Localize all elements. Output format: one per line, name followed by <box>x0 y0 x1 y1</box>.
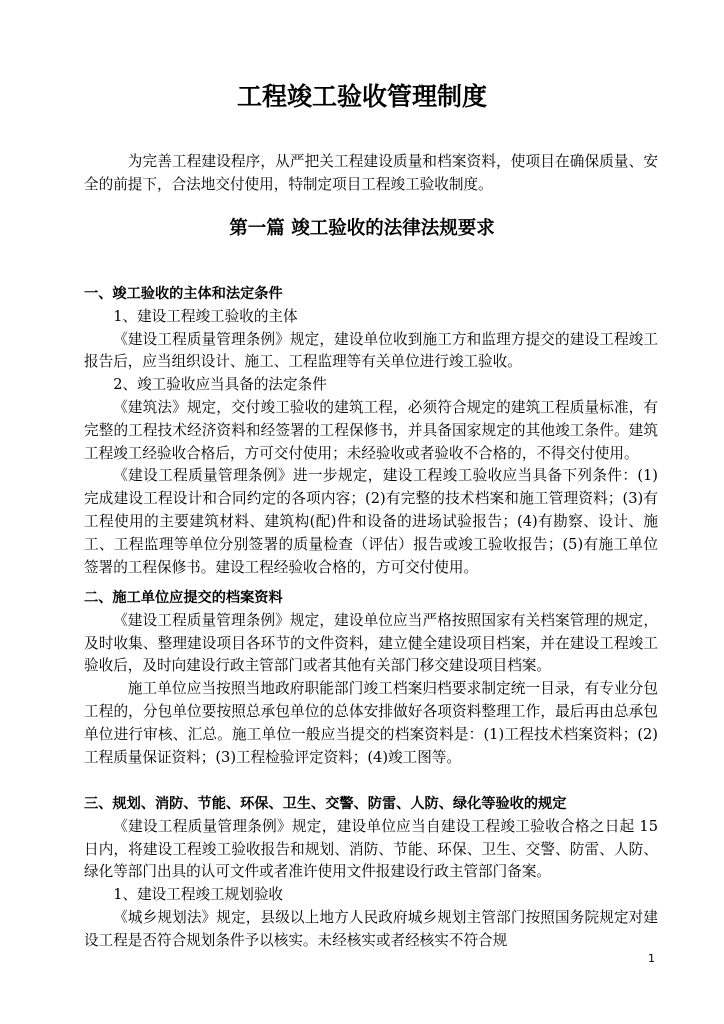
page-number: 1 <box>648 952 655 965</box>
section-3-heading: 三、规划、消防、节能、环保、卫生、交警、防雷、人防、绿化等验收的规定 <box>84 796 567 812</box>
section-1-heading: 一、竣工验收的主体和法定条件 <box>84 286 283 302</box>
section-3-paragraph-1: 《建设工程质量管理条例》规定，建设单位应当自建设工程竣工验收合格之日起 15 日内，将建设工程竣工验收报告和规划、消防、节能、环保、卫生、交警、防雷、人防、绿化等部门出具的认可文件或者准许使用文件报建设行政主管部门备案。 <box>84 817 658 881</box>
section-1 <box>84 283 658 579</box>
section-3-paragraph-2: 《城乡规划法》规定，县级以上地方人民政府城乡规划主管部门按照国务院规定对建设工程是否符合规划条件予以核实。未经核实或者经核实不符合规 <box>84 908 658 949</box>
section-3 <box>84 793 658 953</box>
section-2-paragraph-1: 《建设工程质量管理条例》规定，建设单位应当严格按照国家有关档案管理的规定，及时收集、整理建设项目各环节的文件资料，建立健全建设项目档案，并在建设工程竣工验收后，及时向建设行政主管部门或者其他有关部门移交建设项目档案。 <box>84 611 658 675</box>
section-3-subheading-1: 1、建设工程竣工规划验收 <box>113 886 284 904</box>
section-1-subheading-1: 1、建设工程竣工验收的主体 <box>113 307 298 325</box>
section-1-paragraph-2: 《建筑法》规定，交付竣工验收的建筑工程，必须符合规定的建筑工程质量标准，有完整的工程技术经济资料和经签署的工程保修书，并具备国家规定的其他竣工条件。建筑工程竣工经验收合格后，方可交付使用；未经验收或者验收不合格的，不得交付使用。 <box>84 398 658 462</box>
document-title: 工程竣工验收管理制度 <box>236 82 487 111</box>
section-1-subheading-2: 2、竣工验收应当具备的法定条件 <box>113 376 327 394</box>
section-2-paragraph-2: 施工单位应当按照当地政府职能部门竣工档案归档要求制定统一目录，有专业分包工程的，分包单位要按照总承包单位的总体安排做好各项资料整理工作，最后再由总承包单位进行审核、汇总。施工单位一般应当提交的档案资料是：(1)工程技术档案资料；(2)工程质量保证资料；(3)工程检验评定资料；(4)竣工图等。 <box>84 680 658 766</box>
intro-paragraph: 为完善工程建设程序，从严把关工程建设质量和档案资料，使项目在确保质量、安全的前提下，合法地交付使用，特制定项目工程竣工验收制度。 <box>84 153 658 193</box>
section-2 <box>84 587 658 769</box>
part-title: 第一篇 竣工验收的法律法规要求 <box>229 218 495 239</box>
section-1-paragraph-1: 《建设工程质量管理条例》规定，建设单位收到施工方和监理方提交的建设工程竣工报告后，应当组织设计、施工、工程监理等有关单位进行竣工验收。 <box>84 330 658 371</box>
section-2-heading: 二、施工单位应提交的档案资料 <box>84 590 283 606</box>
section-1-paragraph-3: 《建设工程质量管理条例》进一步规定，建设工程竣工验收应当具备下列条件：(1)完成建设工程设计和合同约定的各项内容；(2)有完整的技术档案和施工管理资料；(3)有工程使用的主要建筑材料、建筑构(配)件和设备的进场试验报告；(4)有勘察、设计、施工、工程监理等单位分别签署的质量检查（评估）报告或竣工验收报告；(5)有施工单位签署的工程保修书。建设工程经验收合格的，方可交付使用。 <box>84 467 658 576</box>
